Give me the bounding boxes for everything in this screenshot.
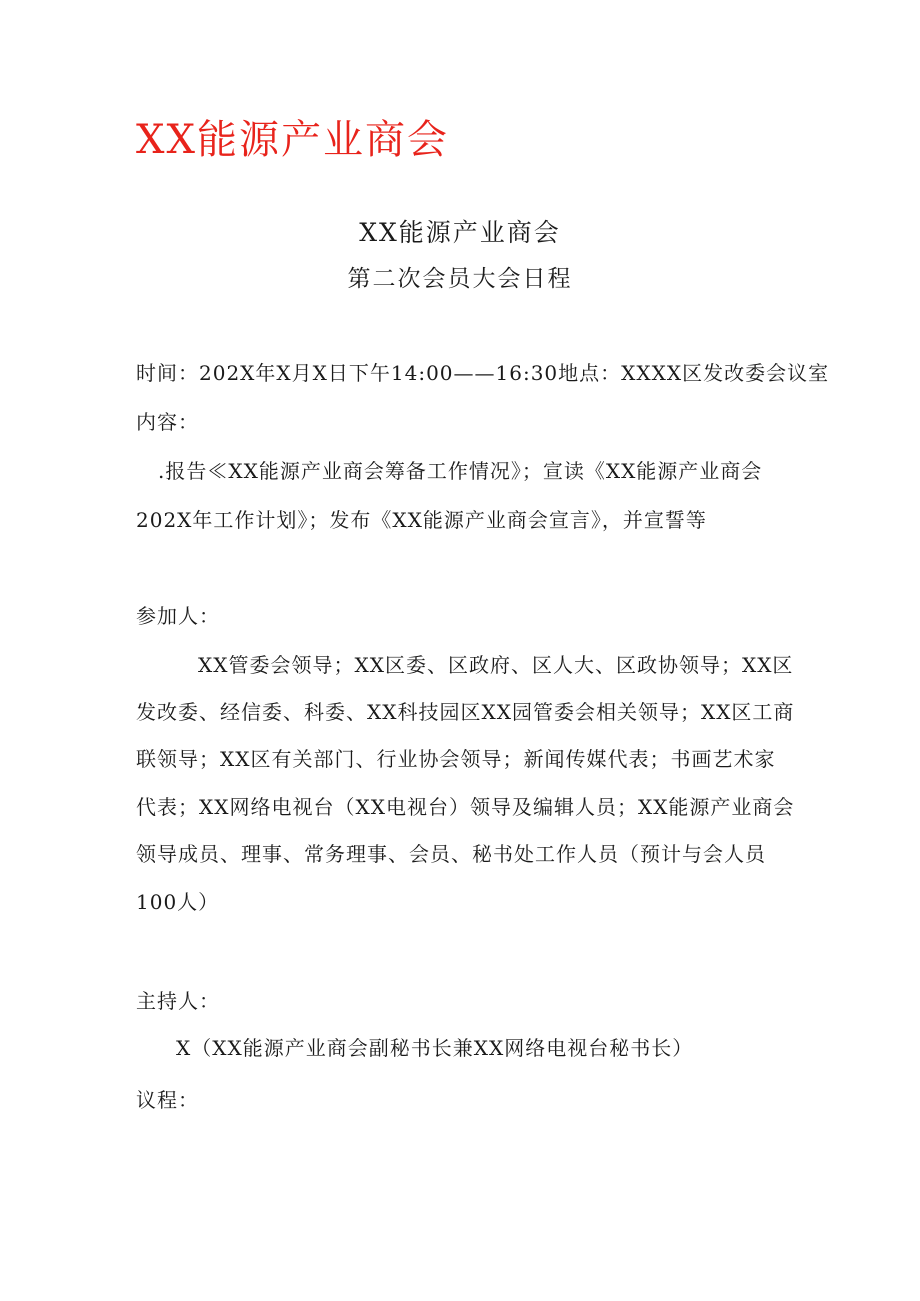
participants-line: XX管委会领导；XX区委、区政府、区人大、区政协领导；XX区 — [198, 653, 794, 677]
participants-line: 领导成员、理事、常务理事、会员、秘书处工作人员（预计与会人员 — [136, 842, 766, 866]
document-title: XX能源产业商会 — [359, 218, 561, 247]
content-line: 202X年工作计划》；发布《XX能源产业商会宣言》，并宣誓等 — [136, 508, 707, 532]
content-label: 内容： — [136, 410, 199, 434]
participants-line: 发改委、经信委、科委、XX科技园区XX园管委会相关领导；XX区工商 — [136, 700, 795, 724]
host-label: 主持人： — [136, 989, 220, 1013]
participants-line: 100人） — [136, 890, 220, 914]
time-location-line: 时间：202X年X月X日下午14:00——16:30地点：XXXX区发改委会议室 — [136, 361, 830, 385]
host-line: X（XX能源产业商会副秘书长兼XX网络电视台秘书长） — [176, 1036, 694, 1060]
participants-line: 联领导；XX区有关部门、行业协会领导；新闻传媒代表；书画艺术家 — [136, 747, 776, 771]
participants-label: 参加人： — [136, 604, 220, 628]
content-line: .报告≪XX能源产业商会筹备工作情况》；宣读《XX能源产业商会 — [158, 459, 763, 483]
letterhead-title: XX能源产业商会 — [136, 117, 449, 163]
participants-line: 代表；XX网络电视台（XX电视台）领导及编辑人员；XX能源产业商会 — [136, 795, 795, 819]
agenda-label: 议程： — [136, 1088, 199, 1112]
document-subtitle: 第二次会员大会日程 — [347, 266, 573, 292]
